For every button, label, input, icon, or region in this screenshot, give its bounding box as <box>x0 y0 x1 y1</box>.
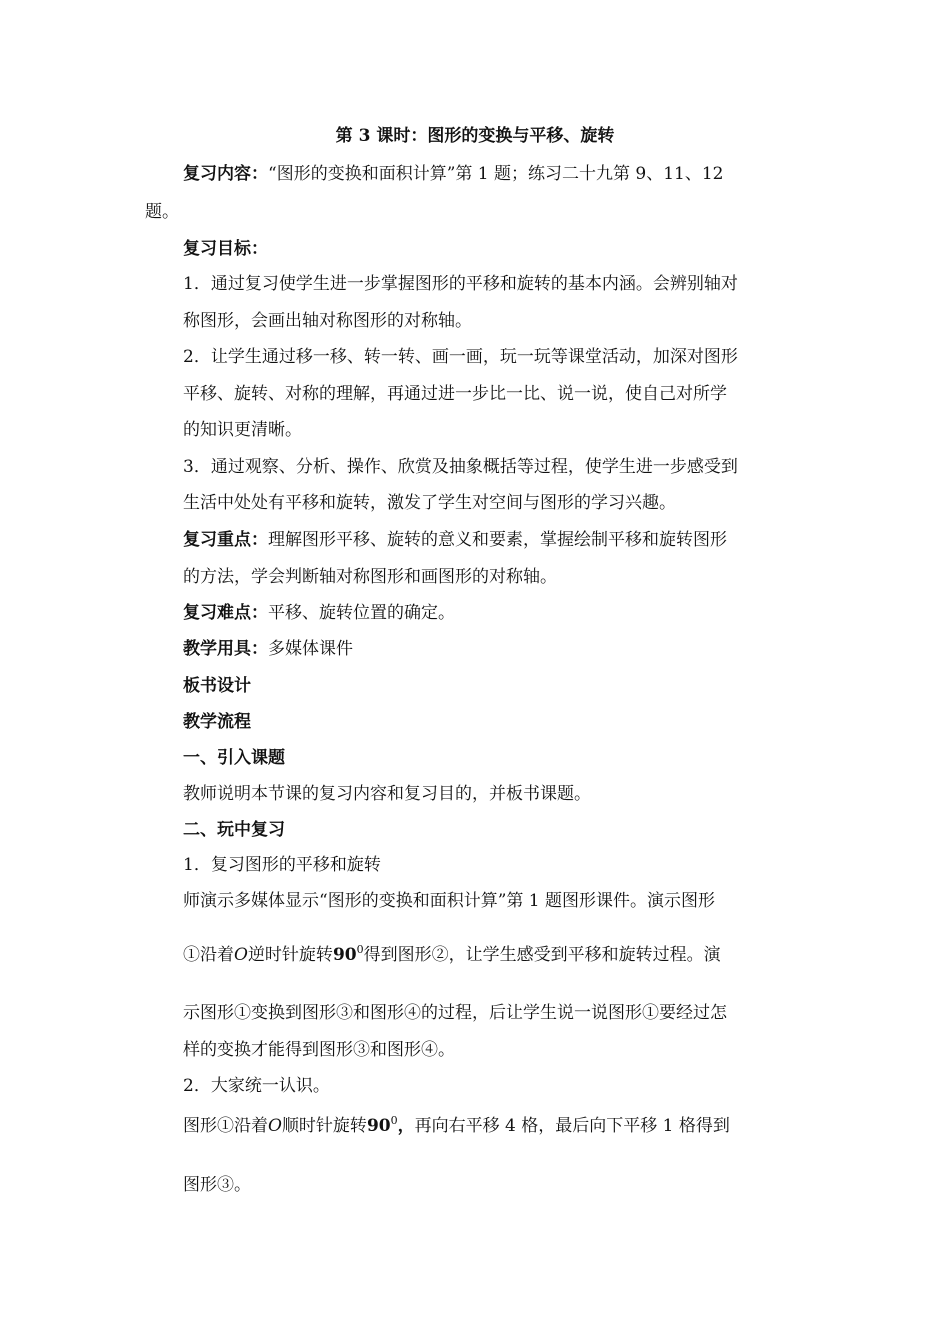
degree-sup: 0 <box>390 1114 398 1127</box>
goal-1-line-2: 称图形，会画出轴对称图形的对称轴。 <box>183 311 472 331</box>
section-2-sub-2: 2．大家统一认识。 <box>183 1076 330 1096</box>
section-2-p2-line-1 <box>183 1114 730 1140</box>
angle-value: 90 <box>366 1116 391 1136</box>
difficult-points <box>183 601 455 625</box>
point-o: O <box>268 1116 282 1136</box>
review-content-line-2: 题。 <box>145 202 179 222</box>
key-points-text: 理解图形平移、旋转的意义和要素，掌握绘制平移和旋转图形 <box>268 530 727 550</box>
p2-comma: ， <box>397 1116 415 1136</box>
p2-text-b: 顺时针旋转 <box>281 1116 367 1136</box>
point-o: O <box>234 945 248 965</box>
key-points-line-1 <box>183 528 727 552</box>
key-points-label: 复习重点： <box>183 530 268 550</box>
section-1-text: 教师说明本节课的复习内容和复习目的，并板书课题。 <box>183 784 591 804</box>
section-2-p1-line-4: 样的变换才能得到图形③和图形④。 <box>183 1040 455 1060</box>
section-2-p1-line-2 <box>183 943 721 969</box>
p1-text-b: 逆时针旋转 <box>247 945 333 965</box>
p1-text-c: 得到图形②，让学生感受到平移和旋转过程。演 <box>363 945 721 965</box>
review-goals-label: 复习目标： <box>183 239 268 259</box>
difficult-points-label: 复习难点： <box>183 603 268 623</box>
key-points-line-2: 的方法，学会判断轴对称图形和画图形的对称轴。 <box>183 567 557 587</box>
board-design-heading: 板书设计 <box>183 676 251 696</box>
page-title: 第 3 课时：图形的变换与平移、旋转 <box>335 126 615 146</box>
angle-value: 90 <box>332 945 357 965</box>
section-2-p1-line-1: 师演示多媒体显示“图形的变换和面积计算”第 1 题图形课件。演示图形 <box>183 891 716 911</box>
p1-text-a: ①沿着 <box>183 945 234 965</box>
goal-3-line-2: 生活中处处有平移和旋转，激发了学生对空间与图形的学习兴趣。 <box>183 493 676 513</box>
goal-3-line-1: 3．通过观察、分析、操作、欣赏及抽象概括等过程，使学生进一步感受到 <box>183 457 738 477</box>
review-content-line-1 <box>183 162 724 186</box>
difficult-points-text: 平移、旋转位置的确定。 <box>268 603 455 623</box>
goal-2-line-2: 平移、旋转、对称的理解，再通过进一步比一比、说一说，使自己对所学 <box>183 384 727 404</box>
goal-2-line-3: 的知识更清晰。 <box>183 420 302 440</box>
teaching-tools <box>183 637 353 661</box>
section-2-p1-line-3: 示图形①变换到图形③和图形④的过程，后让学生说一说图形①要经过怎 <box>183 1003 727 1023</box>
degree-sup: 0 <box>356 943 364 956</box>
section-2-p2-line-2: 图形③。 <box>183 1175 251 1195</box>
review-content-label: 复习内容： <box>183 164 268 184</box>
section-1-heading: 一、引入课题 <box>183 748 285 768</box>
p2-text-c: 再向右平移 4 格，最后向下平移 1 格得到 <box>414 1116 730 1136</box>
teaching-flow-heading: 教学流程 <box>183 712 251 732</box>
teaching-tools-text: 多媒体课件 <box>268 639 353 659</box>
goal-2-line-1: 2．让学生通过移一移、转一转、画一画，玩一玩等课堂活动，加深对图形 <box>183 347 738 367</box>
p2-text-a: 图形①沿着 <box>183 1116 268 1136</box>
goal-1-line-1: 1．通过复习使学生进一步掌握图形的平移和旋转的基本内涵。会辨别轴对 <box>183 274 738 294</box>
review-content-text: “图形的变换和面积计算”第 1 题；练习二十九第 9、11、12 <box>268 164 724 184</box>
section-2-sub-1: 1．复习图形的平移和旋转 <box>183 855 381 875</box>
section-2-heading: 二、玩中复习 <box>183 820 285 840</box>
teaching-tools-label: 教学用具： <box>183 639 268 659</box>
